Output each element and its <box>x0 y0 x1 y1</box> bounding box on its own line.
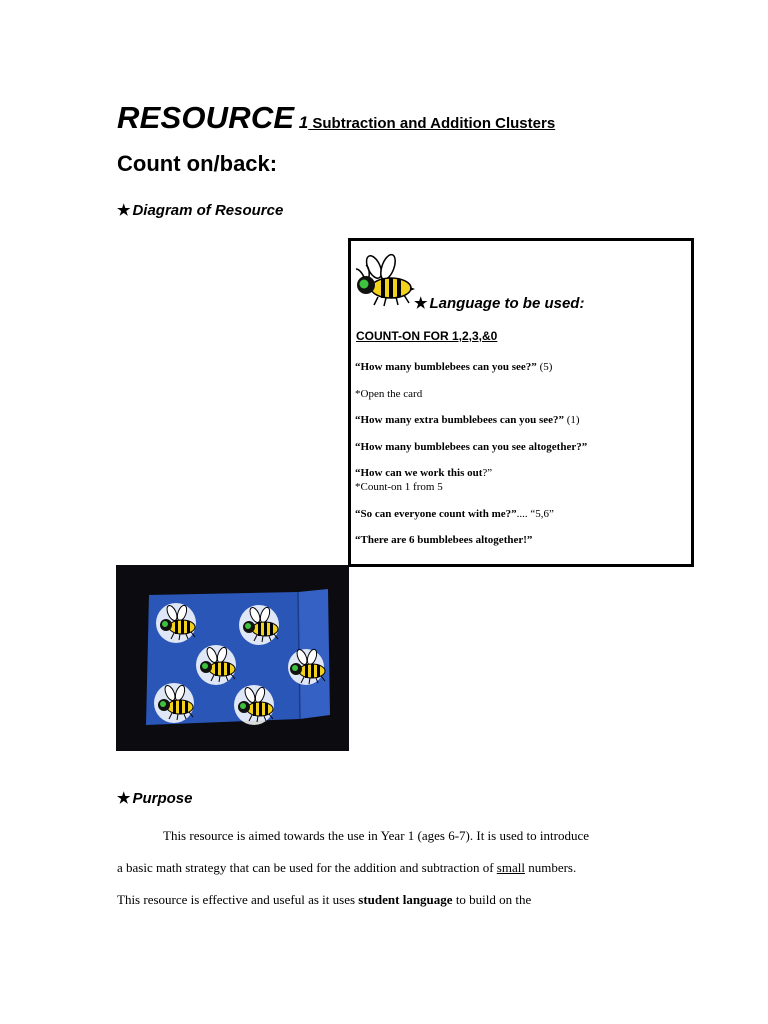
star-icon: ★ <box>117 790 131 807</box>
language-line: “There are 6 bumblebees altogether!” <box>355 534 533 546</box>
count-on-title: COUNT-ON FOR 1,2,3,&0 <box>356 329 498 343</box>
document-title <box>117 100 555 136</box>
bee-sticker <box>196 645 236 685</box>
diagram-heading-text: Diagram of Resource <box>132 202 284 219</box>
purpose-heading <box>117 789 192 807</box>
language-line: “So can everyone count with me?”.... “5,6” <box>355 508 554 520</box>
bumblebee-icon <box>352 253 416 307</box>
star-icon: ★ <box>414 295 428 312</box>
language-heading <box>414 294 584 312</box>
language-line: *Open the card <box>355 388 423 400</box>
title-number: 1 <box>298 113 309 132</box>
title-resource: RESOURCE <box>117 100 295 135</box>
star-icon: ★ <box>117 202 131 219</box>
language-line: “How many bumblebees can you see?” (5) <box>355 361 553 373</box>
language-line: “How many bumblebees can you see altogether?” <box>355 441 588 453</box>
diagram-heading <box>117 201 283 219</box>
purpose-line-3: This resource is effective and useful as it uses student language to build on the <box>117 892 532 907</box>
purpose-line-2: a basic math strategy that can be used for the addition and subtraction of small numbers. <box>117 860 577 875</box>
bee-sticker <box>234 685 274 725</box>
title-subtitle: Subtraction and Addition Clusters <box>308 115 556 132</box>
bee-sticker <box>154 683 194 723</box>
language-line: *Count-on 1 from 5 <box>355 481 443 493</box>
language-heading-text: Language to be used: <box>429 295 585 312</box>
section-title: Count on/back: <box>117 151 278 176</box>
purpose-line-1: This resource is aimed towards the use in Year 1 (ages 6-7). It is used to introduce <box>163 828 590 843</box>
resource-photo <box>116 565 349 751</box>
bee-sticker <box>239 605 279 645</box>
bee-sticker <box>156 603 196 643</box>
language-line: “How can we work this out?” <box>355 467 493 479</box>
purpose-heading-text: Purpose <box>132 790 193 807</box>
language-line: “How many extra bumblebees can you see?” (1) <box>355 414 580 426</box>
